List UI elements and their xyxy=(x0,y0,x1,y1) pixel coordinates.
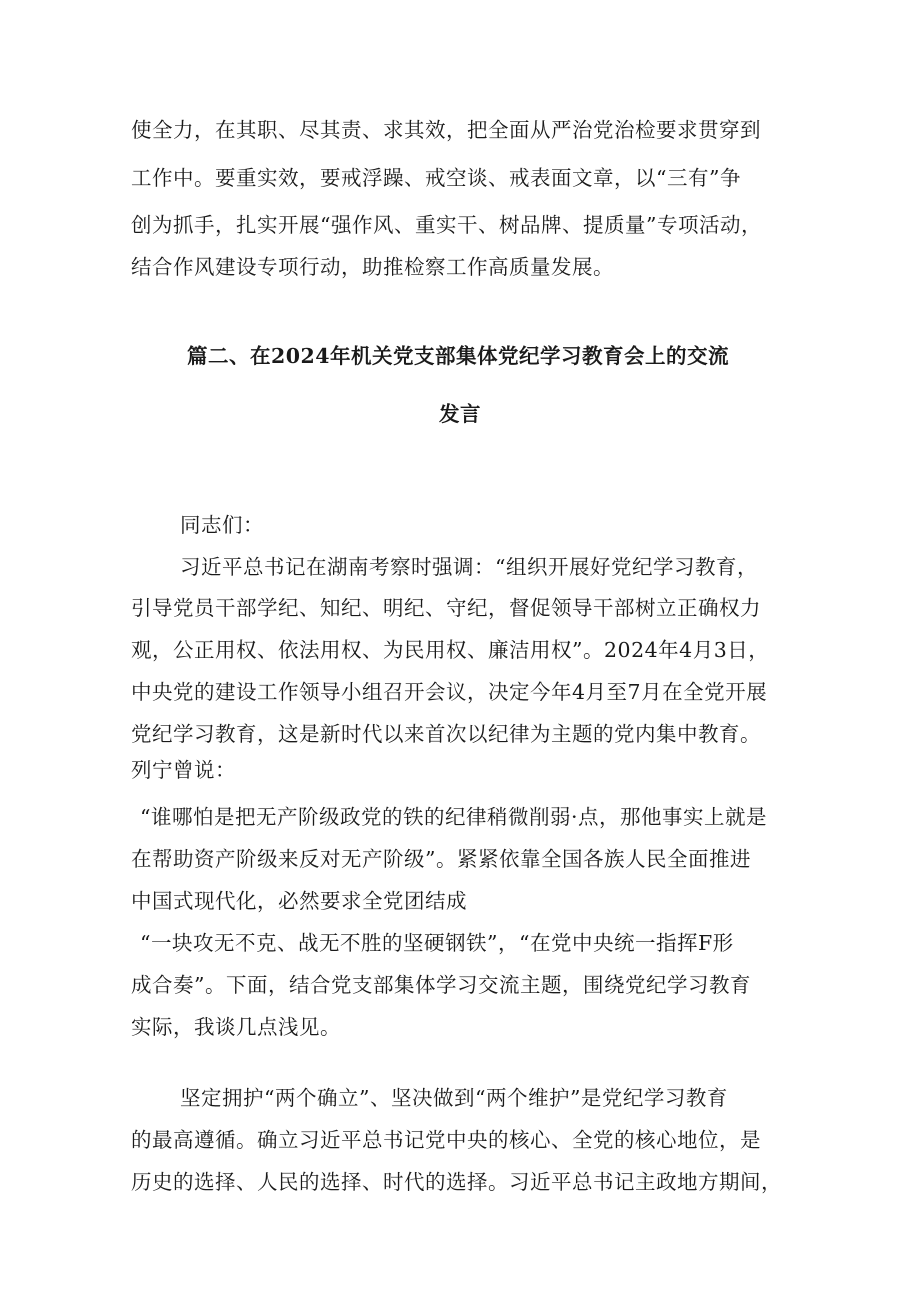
body-line: 习近平总书记在湖南考察时强调：“组织开展好党纪学习教育， xyxy=(180,555,758,579)
body-line: 在帮助资产阶级来反对无产阶级”。紧紧依靠全国各族人民全面推进 xyxy=(131,847,751,871)
intro-line: 结合作风建设专项行动，助推检察工作高质量发展。 xyxy=(131,255,614,279)
body-line: 引导党员干部学纪、知纪、明纪、守纪，督促领导干部树立正确权力 xyxy=(131,596,761,620)
body-line: 党纪学习教育，这是新时代以来首次以纪律为主题的党内集中教育。 xyxy=(131,722,761,746)
salutation: 同志们： xyxy=(180,513,264,537)
section-title: 篇二、在2024年机关党支部集体党纪学习教育会上的交流 xyxy=(187,344,730,368)
body-line: 中央党的建设工作领导小组召开会议，决定今年4月至7月在全党开展 xyxy=(131,680,768,704)
paragraph-line: 的最高遵循。确立习近平总书记党中央的核心、全党的核心地位，是 xyxy=(131,1128,761,1152)
paragraph-line: 坚定拥护“两个确立”、坚决做到“两个维护”是党纪学习教育 xyxy=(180,1086,728,1110)
intro-line: 创为抓手，扎实开展“强作风、重实干、树品牌、提质量”专项活动， xyxy=(131,213,762,237)
body-line: “谁哪怕是把无产阶级政党的铁的纪律稍微削弱·点，那他事实上就是 xyxy=(140,805,767,829)
body-line: 成合奏”。下面，结合党支部集体学习交流主题，围绕党纪学习教育 xyxy=(131,973,751,997)
body-line: 列宁曾说： xyxy=(131,758,236,782)
body-line: 实际，我谈几点浅见。 xyxy=(131,1015,341,1039)
paragraph-line: 历史的选择、人民的选择、时代的选择。习近平总书记主政地方期间， xyxy=(131,1170,782,1194)
body-line: 中国式现代化，必然要求全党团结成 xyxy=(131,889,467,913)
body-line: 观，公正用权、依法用权、为民用权、廉洁用权”。2024年4月3日， xyxy=(131,638,770,662)
intro-line: 使全力，在其职、尽其责、求其效，把全面从严治党治检要求贯穿到 xyxy=(131,118,761,142)
section-title-continuation: 发言 xyxy=(439,402,481,426)
body-line: “一块攻无不克、战无不胜的坚硬钢铁”，“在党中央统一指挥F形 xyxy=(140,931,734,955)
intro-line: 工作中。要重实效，要戒浮躁、戒空谈、戒表面文章，以“三有”争 xyxy=(131,166,741,190)
